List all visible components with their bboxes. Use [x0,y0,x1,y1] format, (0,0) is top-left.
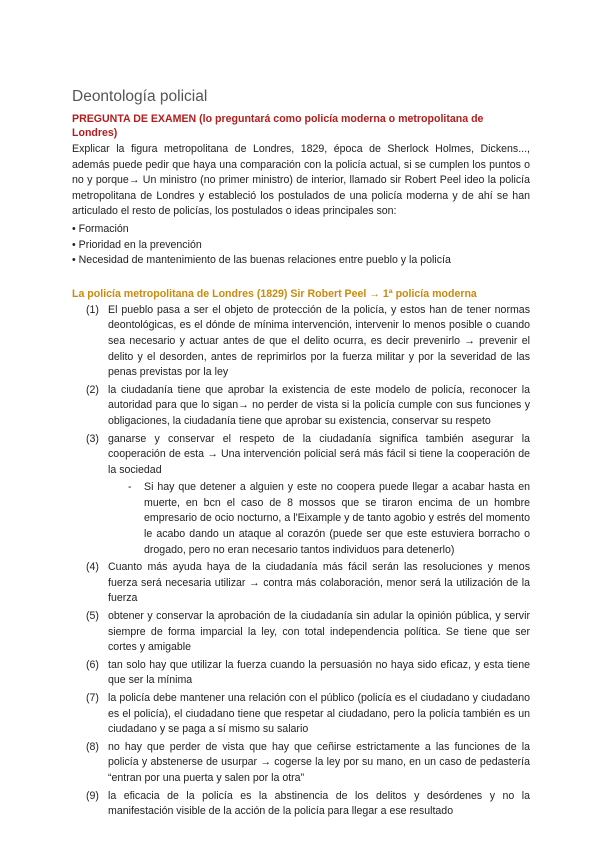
item-number: (6) [86,658,99,671]
item-text: ganarse y conservar el respeto de la ciudadanía significa también asegurar la cooperación de esta → Una intervención policial será más fácil si tiene la cooperación de la sociedad [108,432,530,476]
document-title: Deontología policial [72,88,208,105]
item-number: (8) [86,740,99,753]
principle-item [72,383,530,430]
item-text: la eficacia de la policía es la abstinencia de los delitos y desórdenes y no la manifestación visible de la acción de la policía para llegar a ese resultado [108,789,530,818]
principle-item [72,740,530,787]
principle-item [72,789,530,820]
document-page [72,88,530,822]
exam-heading: PREGUNTA DE EXAMEN (lo preguntará como policía moderna o metropolitana de Londres) [72,113,484,139]
sub-list [108,480,530,558]
item-number: (1) [86,303,99,316]
sub-item [108,480,530,558]
item-number: (2) [86,383,99,396]
principle-item [72,609,530,656]
sub-item-text: Si hay que detener a alguien y este no coopera puede llegar a acabar hasta en muerte, en bcn el caso de 8 mossos que se tiraron encima de un hombre empresario de ocio nocturno, a l'Eixample y de tanto agobio y estrés del momento le acabo dando un ataque al corazón (puede ser que este estuviera borracho o drogado, pero no eran necesario tantos individuos para detenerlo) [144,481,530,556]
principle-item [72,691,530,738]
item-text: la policía debe mantener una relación con el público (policía es el ciudadano y ciudadano es el policía), el ciudadano tiene que respetar al ciudadano, pero la policía también es un ciudadano y se paga a sí mismo su salario [108,692,530,736]
item-text: tan solo hay que utilizar la fuerza cuando la persuasión no haya sido eficaz, y esta tiene que ser la mínima [108,658,530,687]
dash-marker: - [128,481,132,494]
principle-item [72,303,530,381]
list-item: • Necesidad de mantenimiento de las buenas relaciones entre pueblo y la policía [72,253,530,269]
item-number: (7) [86,692,99,704]
principle-item [72,432,530,559]
section-heading: La policía metropolitana de Londres (1829) Sir Robert Peel → 1ª policía moderna [72,287,477,300]
principles-list [72,222,530,269]
list-item: • Formación [72,222,530,238]
item-text: Cuanto más ayuda haya de la ciudadanía más fácil serán las resoluciones y menos fuerza será necesaria utilizar → contra más colaboración, menor será la utilización de la fuerza [108,561,530,605]
item-number: (5) [86,610,99,623]
item-text: la ciudadanía tiene que aprobar la existencia de este modelo de policía, reconocer la autoridad para que lo sigan→ no perder de vista si la policía cumple con sus funciones y obligaciones, la ciudadanía tiene que aprobar su existencia, conservar su respeto [108,383,530,427]
peel-principles-list [72,303,530,820]
principle-item [72,658,530,689]
intro-paragraph: Explicar la figura metropolitana de Londres, 1829, época de Sherlock Holmes, Dickens..., además puede pedir que haya una comparación con la policía actual, si se cumplen los puntos o no y porque→ Un ministro (no primer ministro) de interior, llamado sir Robert Peel ideo la policía metropolitana de Londres y estableció los postulados de una policía moderna y de ahí se han articulado el resto de policías, los postulados o ideas principales son: [72,143,530,218]
principle-item [72,560,530,607]
item-text: obtener y conservar la aprobación de la ciudadanía sin adular la opinión pública, y servir siempre de forma imparcial la ley, con total independencia política. Se tiene que ser cortes y amigable [108,610,530,654]
item-number: (4) [86,561,99,574]
item-text: no hay que perder de vista que hay que ceñirse estrictamente a las funciones de la policía y abstenerse de usurpar → cogerse la ley por su mano, en un caso de pedastería “entran por una puerta y salen por la otra” [108,740,530,784]
item-text: El pueblo pasa a ser el objeto de protección de la policía, y estos han de tener normas deontológicas, es el dónde de mínima intervención, intervenir lo menos posible o cuando sea necesario y actuar antes de que el delito ocurra, es decir prevenirlo → prevenir el delito y el desorden, antes de reprimirlos por la fuerza militar y por la severidad de las penas previstas por la ley [108,303,530,379]
item-number: (9) [86,789,99,802]
item-number: (3) [86,432,99,445]
list-item: • Prioridad en la prevención [72,238,530,254]
